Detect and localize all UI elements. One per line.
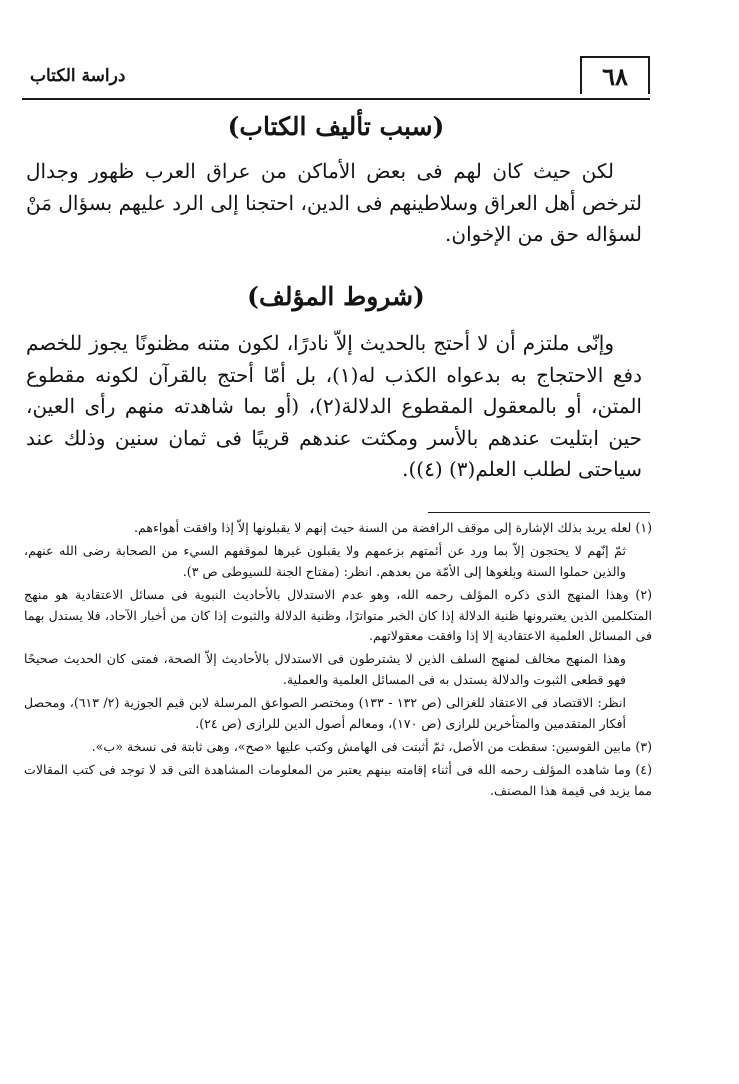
footnote-text: ثمّ إنّهم لا يحتجون إلاّ بما ورد عن أئمتهم بزعمهم ولا يقبلون غيرها لموقفهم السيء من الصحابة رضى الله عنهم، والذين حملوا السنة وبلغوها إلى الأمّة من بعدهم. انظر: (مفتاح الجنة للسيوطى ص ٣). [24,543,626,579]
footnote-text: (١) لعله يريد بذلك الإشارة إلى موقف الرافضة من السنة حيث إنهم لا يقبلونها إلاّ إذا وافقت أهواءهم. [133,520,652,535]
body-paragraph: لكن حيث كان لهم فى بعض الأماكن من عراق العرب ظهور وجدال لترخص أهل العراق وسلاطينهم فى الدين، احتجنا إلى الرد عليهم بسؤال مَنْ لسؤاله حق من الإخوان. [26,159,642,246]
footnote-text: (٣) مابين القوسين: سقطت من الأصل، ثمّ أثبتت فى الهامش وكتب عليها «صح»، وهى ثابتة فى نسخة «ب». [91,739,652,755]
footnote-divider [428,512,650,513]
running-title: دراسة الكتاب [30,66,126,86]
footnote-text: وهذا المنهج مخالف لمنهج السلف الذين لا يشترطون فى الاستدلال بالأحاديث إلاّ الصحة، فمتى كان الحديث صحيحًا فهو قطعى الثبوت والدلالة يستدل به فى المسائل العلمية والعملية. [24,651,626,687]
footnote-number: (١) [635,520,652,535]
footnote-text: (٤) وما شاهده المؤلف رحمه الله فى أثناء إقامته بينهم يعتبر من المعلومات المشاهدة التى قد لا توجد فى كتب المقالات مما يزيد فى قيمة هذا المصنف. [24,762,652,798]
section-body-reason [26,156,642,251]
page-header [22,52,650,100]
footnote-number: (٣) [635,739,652,755]
footnotes [24,518,652,804]
page-number: ٦٨ [580,56,650,94]
footnote-1 [24,518,652,582]
footnote-2 [24,585,652,734]
section-heading-reason: (سبب تأليف الكتاب) [227,112,445,141]
footnote-3 [24,737,652,757]
footnote-4 [24,760,652,801]
footnote-text: انظر: الاقتصاد فى الاعتقاد للغزالى (ص ١٣٢ - ١٣٣) ومختصر الصواعق المرسلة لابن قيم الجوزية (٢/ ٦١٣)، ومحصل أفكار المتقدمين والمتأخرين للرازى (ص ١٧٠)، ومعالم أصول الدين للرازى (ص ٢٤). [24,695,626,731]
footnote-text: (٢) وهذا المنهج الذى ذكره المؤلف رحمه الله، وهو عدم الاستدلال بالأحاديث النبوية فى مسائل الاعتقادية هو منهج المتكلمين الذين يعتبرونها ظنية الدلالة إذا كان الخبر متواترًا، وظنية الدلالة والثبوت إذا كان من أخبار الآحاد، فلا يستدل بهما فى المسائل العلمية الاعتقادية إلا إذا وافقت معقولاتهم. [24,587,652,644]
footnote-number: (٢) [635,587,652,603]
section-body-conditions [26,328,642,486]
body-paragraph: وإنّى ملتزم أن لا أحتج بالحديث إلاّ نادرًا، لكون متنه مظنونًا يجوز للخصم دفع الاحتجاج به بدعواه الكذب له(١)، بل أمّا أحتج بالقرآن لكونه مقطوع المتن، أو بالمعقول المقطوع الدلالة(٢)، (أو بما شاهدته منهم رأى العين، حين ابتليت عندهم بالأسر ومكثت عندهم قريبًا فى ثمان سنين وذلك عند سياحتى لطلب العلم(٣) (٤)). [26,331,642,481]
footnote-number: (٤) [635,762,652,778]
section-heading-conditions: (شروط المؤلف) [247,282,425,311]
